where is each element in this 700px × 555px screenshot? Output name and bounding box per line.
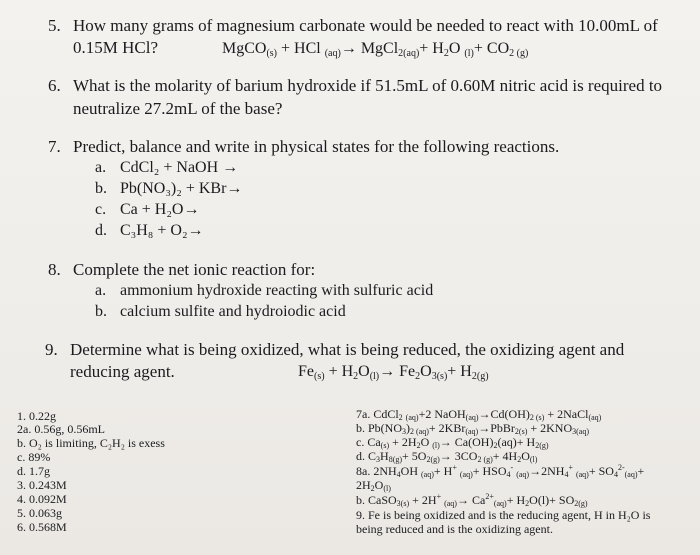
question-5-equation: MgCO$_{(s)}$ + HCl $_{(aq)}$→ MgCl$_{2(aq)}$+ $H_2O$ $_{(l)}+ CO_{2 (g)}$ xyxy=(222,40,529,59)
question-9-number: 9. xyxy=(45,340,58,359)
question-9-text-line2: reducing agent. xyxy=(70,362,175,381)
question-5-text-line1: How many grams of magnesium carbonate would be needed to react with 10.00mL of xyxy=(73,16,658,35)
question-7-item-a: a. CdCl₂ + NaOH → xyxy=(95,159,239,176)
answer-8a-cont: $2H_2O_{(l)}$ xyxy=(356,478,391,493)
answer-7d: d. $C_3H_{8(g)}+ 5O_{2(g)}\to 3CO_{2 (g)}+ 4H_2O_{(l)}$ xyxy=(356,449,538,464)
answer-7b: b. $Pb(NO_3)_{2 (aq)}+$ 2KBr$_{(aq)}$→PbBr$_{2(s)}$ + $2KNO_{3(aq)}$ xyxy=(356,421,590,436)
question-5-number: 5. xyxy=(48,16,61,35)
question-8-item-b: b. calcium sulfite and hydroiodic acid xyxy=(95,303,346,320)
answer-7a: 7a. CdCl$_2$ $_{(aq)}$+2 $NaOH_{(aq)}\to Cd(OH)_{2 (s)}$ + 2NaCl$_{(aq)}$ xyxy=(356,407,602,422)
answer-2c: c. 89% xyxy=(17,450,51,464)
question-9-equation: $Fe_{(s)} + H_2O_{(l)}\to Fe_2O_{3(s)}+ H_{2(g)}$ xyxy=(298,363,489,382)
answer-7c: c. $Ca_{(s)} + 2H_2O$ $_{(l)}\to Ca(OH)_2(aq)+ H_{2(g)}$ xyxy=(356,435,549,450)
answer-5: 5. 0.063g xyxy=(17,506,62,520)
answer-1: 1. 0.22g xyxy=(17,409,56,423)
question-7-item-c: c. Ca + H₂O→ xyxy=(95,201,200,218)
question-7-item-b: b. Pb(NO₃)₂ + KBr→ xyxy=(95,180,243,197)
question-5 xyxy=(48,16,658,36)
question-6-number: 6. xyxy=(48,76,61,95)
answer-8a: 8a. $2NH_4OH$ $_{(aq)}$+ H+ $_{(aq)}+ HSO_4^-$ $_{(aq)}\to 2NH_4^+$ $_{(aq)}+ SO_4^{2-}_{(aq)}+$ xyxy=(356,463,645,479)
answer-3: 3. 0.243M xyxy=(17,478,67,492)
question-6-text-line1: What is the molarity of barium hydroxide if 51.5mL of 0.60M nitric acid is required to xyxy=(73,76,663,95)
question-8 xyxy=(48,260,316,280)
question-8-text-line1: Complete the net ionic reaction for: xyxy=(73,260,316,279)
question-7-text-line1: Predict, balance and write in physical states for the following reactions. xyxy=(73,137,560,156)
question-7 xyxy=(48,137,560,157)
question-6-text-line2: neutralize 27.2mL of the base? xyxy=(73,99,283,118)
question-9 xyxy=(45,340,625,360)
answer-9-line2: being reduced and is the oxidizing agent. xyxy=(356,522,553,536)
question-6 xyxy=(48,76,663,96)
question-8-item-a: a. ammonium hydroxide reacting with sulfuric acid xyxy=(95,282,434,299)
answer-4: 4. 0.092M xyxy=(17,492,67,506)
answer-6: 6. 0.568M xyxy=(17,520,67,534)
answer-9-line1: 9. Fe is being oxidized and is the reducing agent, H in H₂O is xyxy=(356,508,651,522)
question-9-text-line1: Determine what is being oxidized, what is being reduced, the oxidizing agent and xyxy=(70,340,625,359)
answer-2b: b. O₂ is limiting, C₂H₂ is exess xyxy=(17,436,165,450)
answer-8b: b. CaSO$_{3(s)}$ + 2H+ $_{(aq)}\to Ca^{2+}_{(aq)}+ H_2O(l)+ SO_{2(g)}$ xyxy=(356,492,588,508)
question-8-number: 8. xyxy=(48,260,61,279)
question-7-item-d: d. C₃H₈ + O₂→ xyxy=(95,222,204,239)
question-7-number: 7. xyxy=(48,137,61,156)
answer-2a: 2a. 0.56g, 0.56mL xyxy=(17,422,105,436)
question-5-text-line2: 0.15M HCl? xyxy=(73,38,158,57)
answer-2d: d. 1.7g xyxy=(17,464,50,478)
